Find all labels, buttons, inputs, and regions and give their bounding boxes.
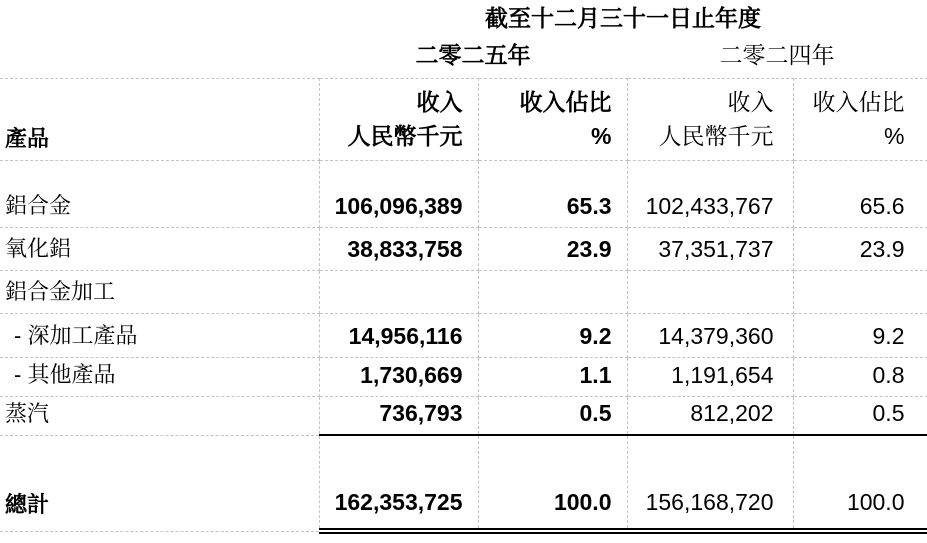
period-header-2024: 二零二四年: [719, 41, 835, 68]
share-2025-column-header: [478, 78, 627, 160]
share-2025-cell: 1.1: [478, 357, 627, 396]
revenue-header-line2: 人民幣千元: [347, 122, 463, 149]
share-2024-cell: 23.9: [793, 227, 927, 270]
revenue-2024-cell: 1,191,654: [627, 357, 793, 396]
product-name-cell: - 其他產品: [0, 357, 319, 396]
share-header-line2: %: [884, 122, 905, 149]
product-name-cell: 蒸汽: [0, 396, 319, 435]
revenue-2024-cell: 37,351,737: [627, 227, 793, 270]
share-header-line1: 收入佔比: [812, 88, 905, 115]
total-share-2025-cell: 100.0: [478, 435, 627, 531]
table-row: [0, 357, 927, 396]
total-share-2024-cell: 100.0: [793, 435, 927, 531]
share-2024-cell: 65.6: [793, 160, 927, 227]
share-2025-cell: 23.9: [478, 227, 627, 270]
revenue-2024-cell: 812,202: [627, 396, 793, 435]
share-2025-cell: 0.5: [478, 396, 627, 435]
revenue-2024-cell: 14,379,360: [627, 313, 793, 357]
revenue-2025-cell: 106,096,389: [319, 160, 478, 227]
table-row: [0, 313, 927, 357]
revenue-2025-cell: [319, 270, 478, 313]
period-header-2025: 二零二五年: [415, 41, 531, 68]
share-2025-cell: [478, 270, 627, 313]
share-2024-column-header: [793, 78, 927, 160]
share-2024-cell: 0.5: [793, 396, 927, 435]
period-spacer: [0, 40, 319, 78]
share-2025-cell: 65.3: [478, 160, 627, 227]
share-header-line1: 收入佔比: [519, 88, 612, 115]
product-name-cell: 鋁合金加工: [0, 270, 319, 313]
revenue-2025-cell: 38,833,758: [319, 227, 478, 270]
revenue-header-line1: 收入: [727, 88, 774, 115]
table-row: [0, 270, 927, 313]
total-revenue-2025-cell: 162,353,725: [319, 435, 478, 531]
share-2024-cell: 9.2: [793, 313, 927, 357]
revenue-2024-cell: [627, 270, 793, 313]
column-header-row: [0, 78, 927, 160]
revenue-2025-column-header: [319, 78, 478, 160]
product-name-cell: 鋁合金: [0, 160, 319, 227]
period-header-row: [0, 40, 927, 78]
share-2025-cell: 9.2: [478, 313, 627, 357]
total-row: [0, 435, 927, 531]
table-row: [0, 160, 927, 227]
share-header-line2: %: [591, 122, 612, 149]
year-ended-title: 截至十二月三十一日止年度: [485, 5, 761, 31]
revenue-header-line1: 收入: [416, 88, 463, 115]
revenue-header-line2: 人民幣千元: [658, 122, 774, 149]
share-2024-cell: 0.8: [793, 357, 927, 396]
total-revenue-2024-cell: 156,168,720: [627, 435, 793, 531]
product-name-cell: - 深加工產品: [0, 313, 319, 357]
revenue-2025-cell: 736,793: [319, 396, 478, 435]
table-row: [0, 227, 927, 270]
revenue-2025-cell: 14,956,116: [319, 313, 478, 357]
product-name-cell: 氧化鋁: [0, 227, 319, 270]
share-2024-cell: [793, 270, 927, 313]
table-row: [0, 396, 927, 435]
revenue-2024-cell: 102,433,767: [627, 160, 793, 227]
title-row: [0, 0, 927, 40]
product-column-header: 產品: [0, 78, 319, 160]
total-label-cell: 總計: [0, 435, 319, 531]
revenue-2024-column-header: [627, 78, 793, 160]
title-spacer: [0, 0, 319, 40]
revenue-2025-cell: 1,730,669: [319, 357, 478, 396]
